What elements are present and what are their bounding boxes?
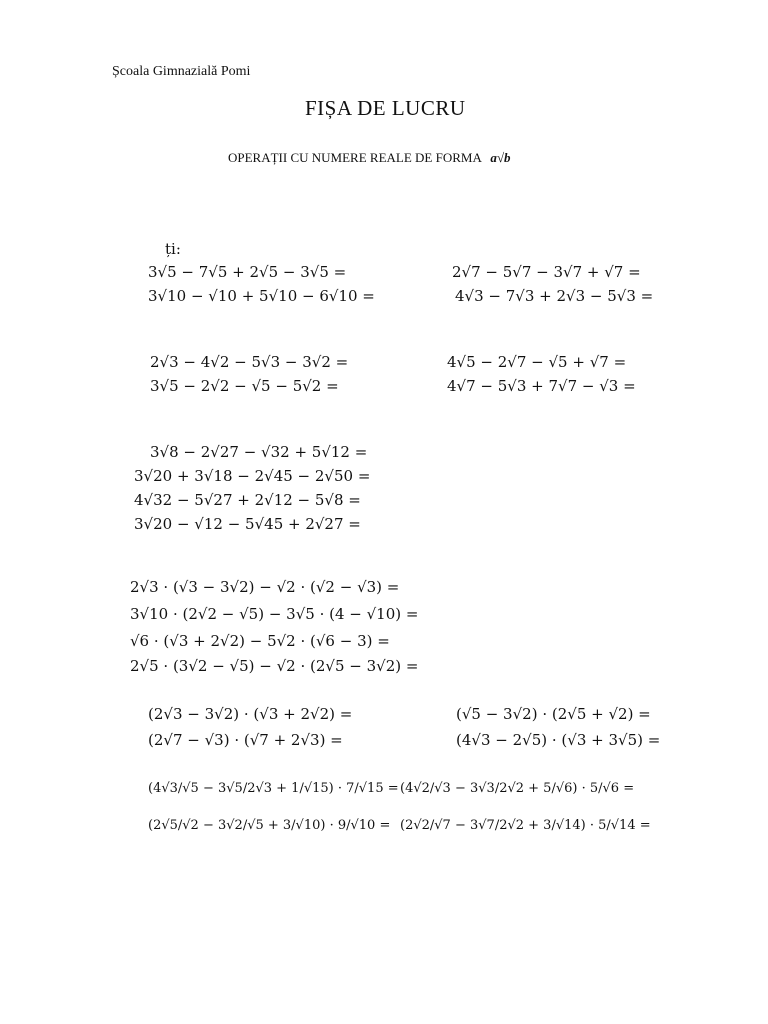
exercise-6d: (2√2/√7 − 3√7/2√2 + 3/√14) · 5/√14 = xyxy=(400,818,651,833)
worksheet-title: FIȘA DE LUCRU xyxy=(305,96,466,120)
exercise-4d: 2√5 · (3√2 − √5) − √2 · (2√5 − 3√2) = xyxy=(130,657,419,675)
exercise-2d: 4√7 − 5√3 + 7√7 − √3 = xyxy=(447,377,636,395)
exercise-6c: (4√2/√3 − 3√3/2√2 + 5/√6) · 5/√6 = xyxy=(400,781,635,796)
exercise-1b: 3√10 − √10 + 5√10 − 6√10 = xyxy=(148,287,375,305)
exercise-5c: (√5 − 3√2) · (2√5 + √2) = xyxy=(456,705,651,723)
exercise-3d: 3√20 − √12 − 5√45 + 2√27 = xyxy=(134,515,361,533)
exercise-2c: 4√5 − 2√7 − √5 + √7 = xyxy=(447,353,627,371)
exercise-4c: √6 · (√3 + 2√2) − 5√2 · (√6 − 3) = xyxy=(130,632,390,650)
exercise-4a: 2√3 · (√3 − 3√2) − √2 · (√2 − √3) = xyxy=(130,578,400,596)
school-name: Școala Gimnazială Pomi xyxy=(112,64,251,79)
exercise-3c: 4√32 − 5√27 + 2√12 − 5√8 = xyxy=(134,491,361,509)
exercise-1c: 2√7 − 5√7 − 3√7 + √7 = xyxy=(452,263,641,281)
exercise-5b: (2√7 − √3) · (√7 + 2√3) = xyxy=(148,731,343,749)
exercise-4b: 3√10 · (2√2 − √5) − 3√5 · (4 − √10) = xyxy=(130,605,419,623)
exercise-3a: 3√8 − 2√27 − √32 + 5√12 = xyxy=(150,443,368,461)
subtitle-form: a√b xyxy=(490,150,511,165)
exercise-3b: 3√20 + 3√18 − 2√45 − 2√50 = xyxy=(134,467,371,485)
worksheet-subtitle xyxy=(228,150,511,166)
exercise-5d: (4√3 − 2√5) · (√3 + 3√5) = xyxy=(456,731,661,749)
exercise-1d: 4√3 − 7√3 + 2√3 − 5√3 = xyxy=(455,287,654,305)
exercise-2a: 2√3 − 4√2 − 5√3 − 3√2 = xyxy=(150,353,349,371)
exercise-2b: 3√5 − 2√2 − √5 − 5√2 = xyxy=(150,377,339,395)
exercise-5a: (2√3 − 3√2) · (√3 + 2√2) = xyxy=(148,705,353,723)
exercise-6a: (4√3/√5 − 3√5/2√3 + 1/√15) · 7/√15 = xyxy=(148,781,399,796)
exercise-6b: (2√5/√2 − 3√2/√5 + 3/√10) · 9/√10 = xyxy=(148,818,391,833)
instruction-fragment: ți: xyxy=(165,240,181,258)
subtitle-text: OPERAȚII CU NUMERE REALE DE FORMA xyxy=(228,150,482,165)
exercise-1a: 3√5 − 7√5 + 2√5 − 3√5 = xyxy=(148,263,347,281)
